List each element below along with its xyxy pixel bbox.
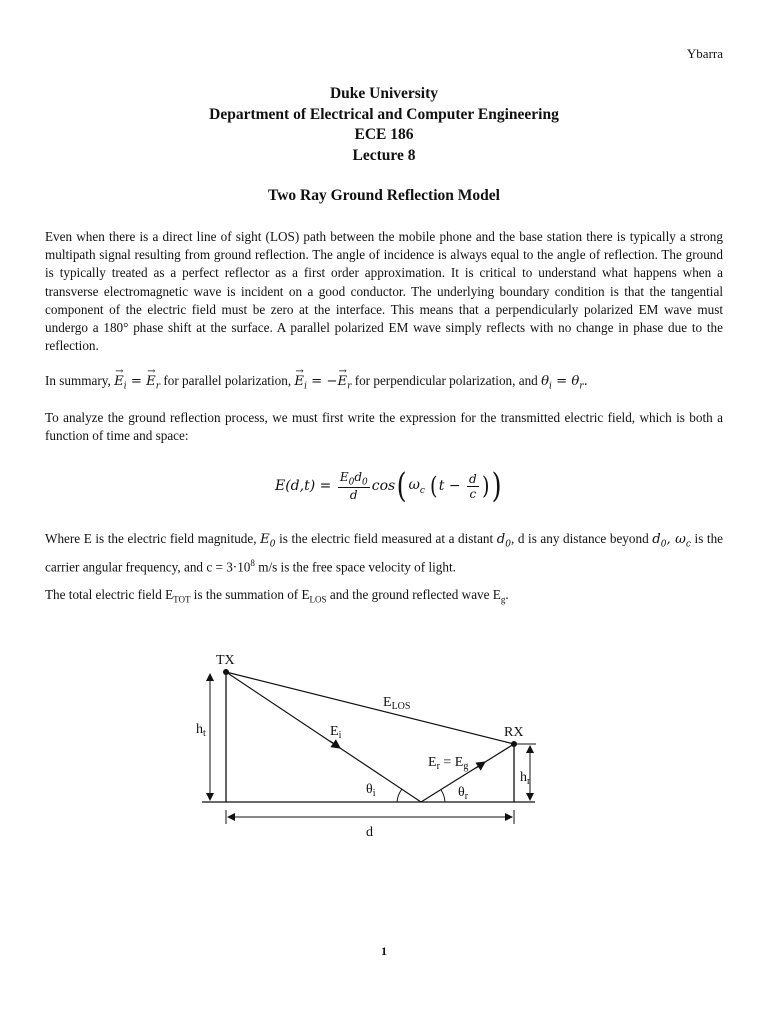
d-label: d [366, 825, 373, 840]
intro-paragraph: Even when there is a direct line of sight (LOS) path between the mobile phone and the base station there is typically a strong multipath signal resulting from ground reflection. The angle of incidence is always equal to the angle of reflection. The ground is typically treated as a perfect reflector as a first order approximation. It is critical to understand what happens when a transverse electromagnetic wave is incident on a good conductor. The underlying boundary condition is that the tangential component of the electric field must be zero at the interface. This means that a perpendicularly polarized EM wave must undergo a 180° phase shift at the surface. A parallel polarized EM wave simply reflects with no change in phase due to the reflection. [45, 229, 723, 354]
summary-paragraph [45, 372, 723, 396]
definitions-text-e: m/s is the free space velocity of light. [258, 559, 456, 575]
summary-lead: In summary, [45, 373, 111, 388]
two-ray-diagram [190, 648, 550, 843]
hr-label: $h_r$ [520, 770, 531, 787]
field-equation: E(d,t) = $\frac{E_0d_0}{d}$ cos ( $\omega_c$ ( t − $\frac{d}{c}$ ) ) [275, 466, 502, 506]
reflected-arrow [476, 762, 485, 768]
subscript-g: g [500, 594, 506, 605]
theta-i-arc [397, 789, 402, 802]
elos-label: $E_{LOS}$ [383, 695, 411, 712]
definitions-text-a: Where E is the electric field magnitude, [45, 531, 257, 546]
total-field-paragraph [45, 586, 723, 609]
department-name: Department of Electrical and Computer Engineering [209, 105, 559, 123]
lecture-number: Lecture 8 [352, 146, 416, 164]
definitions-text-d: is the carrier angular frequency, and c = 3·10 [45, 531, 724, 575]
total-field-text-a: The total electric field E [45, 587, 174, 602]
analysis-paragraph: To analyze the ground reflection process, we must first write the expression for the transmitted electric field, which is both a function of time and space: [45, 410, 723, 444]
total-field-text-b: is the summation of E [193, 587, 310, 602]
equation-parallel: → $E_i$ = → $E_r$ [114, 374, 160, 389]
symbol-e0: $E_0$ [260, 532, 276, 550]
los-ray [226, 672, 514, 744]
total-field-text-d: . [505, 587, 509, 602]
ht-label: $h_t$ [196, 722, 206, 739]
er-eg-label: $E_r = E_g$ [428, 755, 469, 772]
page-number: 1 [381, 944, 387, 958]
incident-arrow [330, 741, 340, 748]
total-field-text-c: and the ground reflected wave E [329, 587, 501, 602]
author-name: Ybarra [686, 46, 723, 61]
subscript-tot: TOT [173, 594, 191, 605]
definitions-text-b: is the electric field measured at a distant [279, 531, 494, 546]
course-code: ECE 186 [354, 126, 414, 143]
symbol-d0-second: $d_0$, $\omega_c$ [652, 532, 691, 550]
theta-r-label: $\theta_r$ [458, 785, 469, 802]
subscript-los: LOS [309, 594, 327, 605]
equation-perpendicular: → $E_i$ = −→ $E_r$ [294, 374, 351, 389]
document-header [0, 84, 768, 166]
equation-angles: $\theta_i = \theta_r$. [541, 374, 588, 392]
definitions-paragraph [45, 530, 723, 576]
incident-ray [226, 672, 421, 802]
university-name: Duke University [329, 85, 439, 102]
summary-perp-text: for perpendicular polarization, and [354, 373, 538, 388]
definitions-text-c: , d is any distance beyond [510, 531, 649, 546]
rx-label: RX [504, 725, 524, 740]
symbol-d0: $d_0$ [496, 532, 511, 550]
document-title: Two Ray Ground Reflection Model [268, 187, 500, 204]
exponent: 8 [250, 557, 255, 568]
tx-label: TX [216, 653, 235, 668]
theta-i-label: $\theta_i$ [366, 782, 376, 799]
theta-r-arc [441, 790, 445, 802]
summary-parallel-text: for parallel polarization, [163, 373, 292, 388]
ei-label: $E_i$ [330, 724, 342, 741]
